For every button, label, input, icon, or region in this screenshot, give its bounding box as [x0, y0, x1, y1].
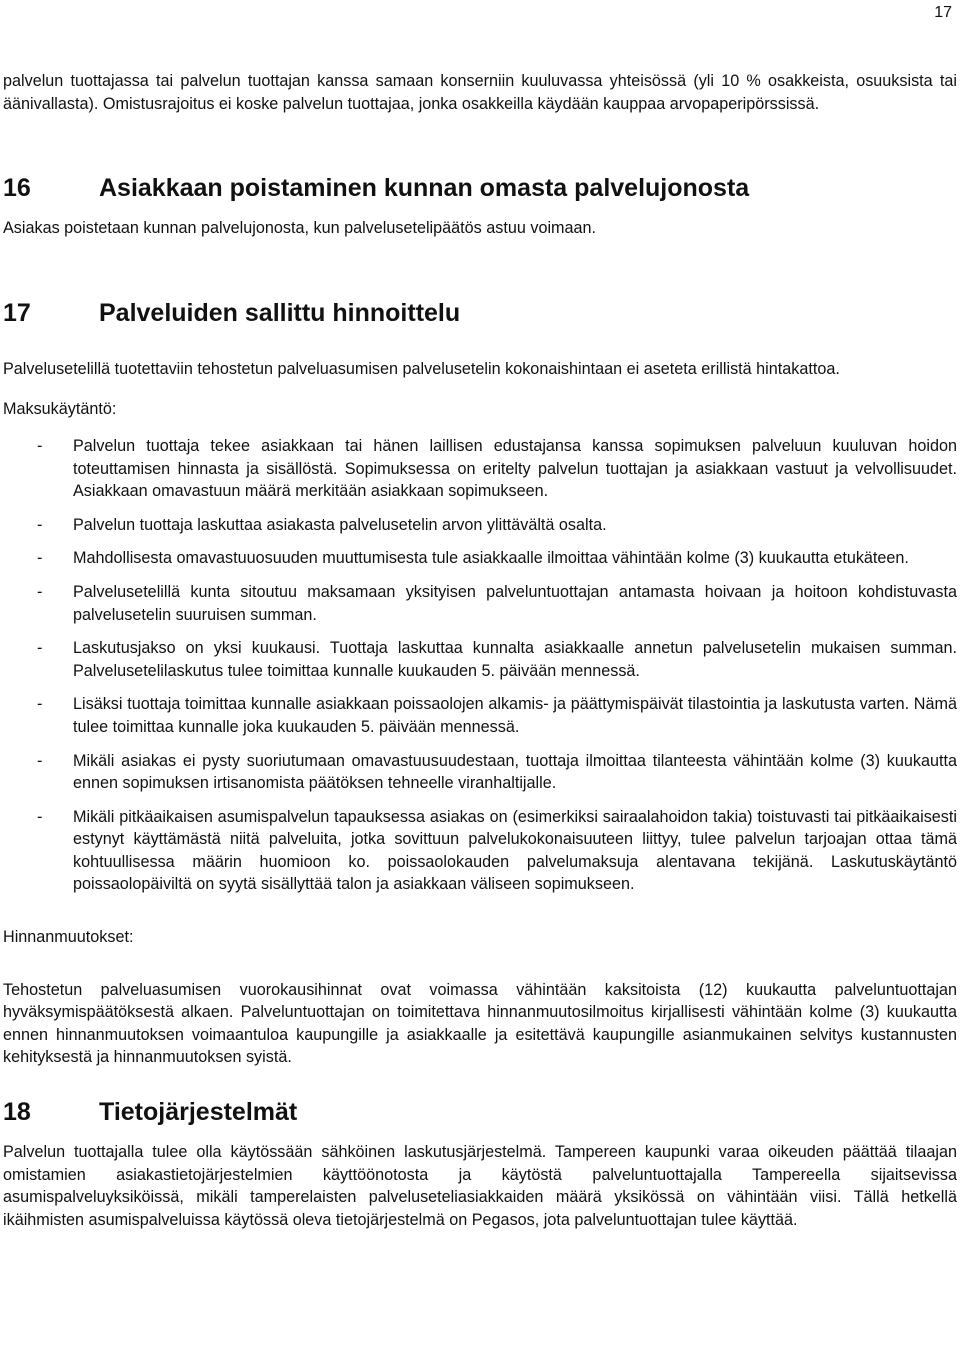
list-item-text: Lisäksi tuottaja toimittaa kunnalle asiakkaan poissaolojen alkamis- ja päättymispäivät tilastointia ja laskutusta varten. Nämä tulee toimittaa kunnalle joka kuukauden 5. päivään mennessä. [73, 695, 957, 736]
list-item-text: Mikäli pitkäaikaisen asumispalvelun tapauksessa asiakas on (esimerkiksi sairaalahoidon takia) toistuvasti tai pitkäaikaisesti estynyt käyttämästä niitä palveluita, jotka sovittuun palvelukokonaisuuteen liittyy, tulee palvelun tarjoajan ottaa tämä kohtuullisessa määrin huomioon ko. poissaolokauden palvelumaksuja alentavana tekijänä. Laskutuskäytäntö poissaolopäiviltä on syytä sisällyttää talon ja asiakkaan väliseen sopimukseen. [73, 807, 957, 894]
list-item [3, 693, 957, 738]
list-item [3, 435, 957, 503]
list-item-text: Mikäli asiakas ei pysty suoriutumaan omavastuusuudestaan, tuottaja ilmoittaa tilanteesta vähintään kolme (3) kuukautta ennen sopimuksen irtisanomista päätöksen tehneelle viranhaltijalle. [73, 751, 957, 793]
section-18-paragraph: Palvelun tuottajalla tulee olla käytössään sähköinen laskutusjärjestelmä. Tampereen kaupunki varaa oikeuden päättää tilaajan omistamien asiakastietojärjestelmien käyttöönotosta ja käytöstä palveluntuottajalla Tampereella sijaitsevissa asumispalveluyksiköissä, mikäli tamperelaisten palveluseteliasiakkaiden määrä yksikössä on vähintään viisi. Tällä hetkellä ikäihmisten asumispalveluissa käytössä oleva tietojärjestelmä on Pegasos, jota palveluntuottajan tulee käyttää. [3, 1143, 957, 1229]
section-18-heading [3, 1097, 957, 1127]
list-item [3, 514, 957, 537]
payment-practice-list [3, 435, 957, 896]
list-item-text: Palvelun tuottaja laskuttaa asiakasta palvelusetelin arvon ylittävältä osalta. [73, 515, 607, 534]
list-item [3, 581, 957, 626]
section-18-title: Tietojärjestelmät [99, 1098, 298, 1127]
list-item-text: Laskutusjakso on yksi kuukausi. Tuottaja laskuttaa kunnalta asiakkaalle annetun palvelusetelin mukaisen summan. Palvelusetelilaskutus tulee toimittaa kunnalle kuukauden 5. päivään mennessä. [73, 639, 957, 680]
list-item [3, 547, 957, 570]
list-dash: - [37, 549, 43, 568]
document-body [3, 70, 957, 1231]
list-dash: - [37, 582, 43, 601]
list-dash: - [37, 695, 43, 714]
list-dash: - [37, 639, 43, 658]
section-16-heading [3, 173, 957, 203]
intro-paragraph: palvelun tuottajassa tai palvelun tuottajan kanssa samaan konserniin kuuluvassa yhteisössä (yli 10 % osakkeista, osuuksista tai äänivallasta). Omistusrajoitus ei koske palvelun tuottajaa, jonka osakkeilla käydään kauppaa arvopaperipörssissä. [3, 72, 957, 113]
payment-practice-label: Maksukäytäntö: [3, 400, 117, 419]
section-16-paragraph: Asiakas poistetaan kunnan palvelujonosta, kun palvelusetelipäätös astuu voimaan. [3, 219, 597, 238]
section-16-title: Asiakkaan poistaminen kunnan omasta palvelujonosta [99, 174, 750, 203]
section-17-heading [3, 298, 957, 328]
list-item [3, 806, 957, 896]
list-item [3, 637, 957, 682]
price-changes-paragraph: Tehostetun palveluasumisen vuorokausihinnat ovat voimassa vähintään kaksitoista (12) kuukautta palveluntuottajan hyväksymispäätöksestä alkaen. Palveluntuottajan on toimitettava hinnanmuutosilmoitus kirjallisesti vähintään kolme (3) kuukautta ennen hinnanmuutoksen voimaantuloa kaupungille ja asiakkaalle ja esitettävä kaupungille asianmukainen selvitys kustannusten kehityksestä ja hinnanmuutoksen syistä. [3, 980, 957, 1067]
section-18-number: 18 [3, 1098, 31, 1127]
list-dash: - [37, 436, 43, 455]
list-dash: - [37, 751, 43, 770]
list-dash: - [37, 515, 43, 534]
price-changes-label: Hinnanmuutokset: [3, 928, 134, 947]
list-item-text: Palvelusetelillä kunta sitoutuu maksamaan yksityisen palveluntuottajan antamasta hoivaan ja hoitoon kohdistuvasta palvelusetelin suuruisen summan. [73, 582, 957, 624]
list-item-text: Palvelun tuottaja tekee asiakkaan tai hänen laillisen edustajansa kanssa sopimuksen palveluun kuuluvan hoidon toteuttamisen hinnasta ja sisällöstä. Sopimuksessa on eritelty palvelun tuottajan ja asiakkaan vastuut ja velvollisuudet. Asiakkaan omavastuun määrä merkitään asiakkaan sopimukseen. [73, 436, 957, 501]
section-17-paragraph: Palvelusetelillä tuotettaviin tehostetun palveluasumisen palvelusetelin kokonaishintaan ei aseteta erillistä hintakattoa. [3, 359, 840, 378]
section-17-title: Palveluiden sallittu hinnoittelu [99, 298, 461, 327]
list-item-text: Mahdollisesta omavastuuosuuden muuttumisesta tule asiakkaalle ilmoittaa vähintään kolme (3) kuukautta etukäteen. [73, 549, 909, 568]
section-16-number: 16 [3, 174, 31, 203]
page-number: 17 [934, 4, 952, 21]
list-dash: - [37, 807, 43, 826]
section-17-number: 17 [3, 298, 31, 327]
list-item [3, 750, 957, 795]
